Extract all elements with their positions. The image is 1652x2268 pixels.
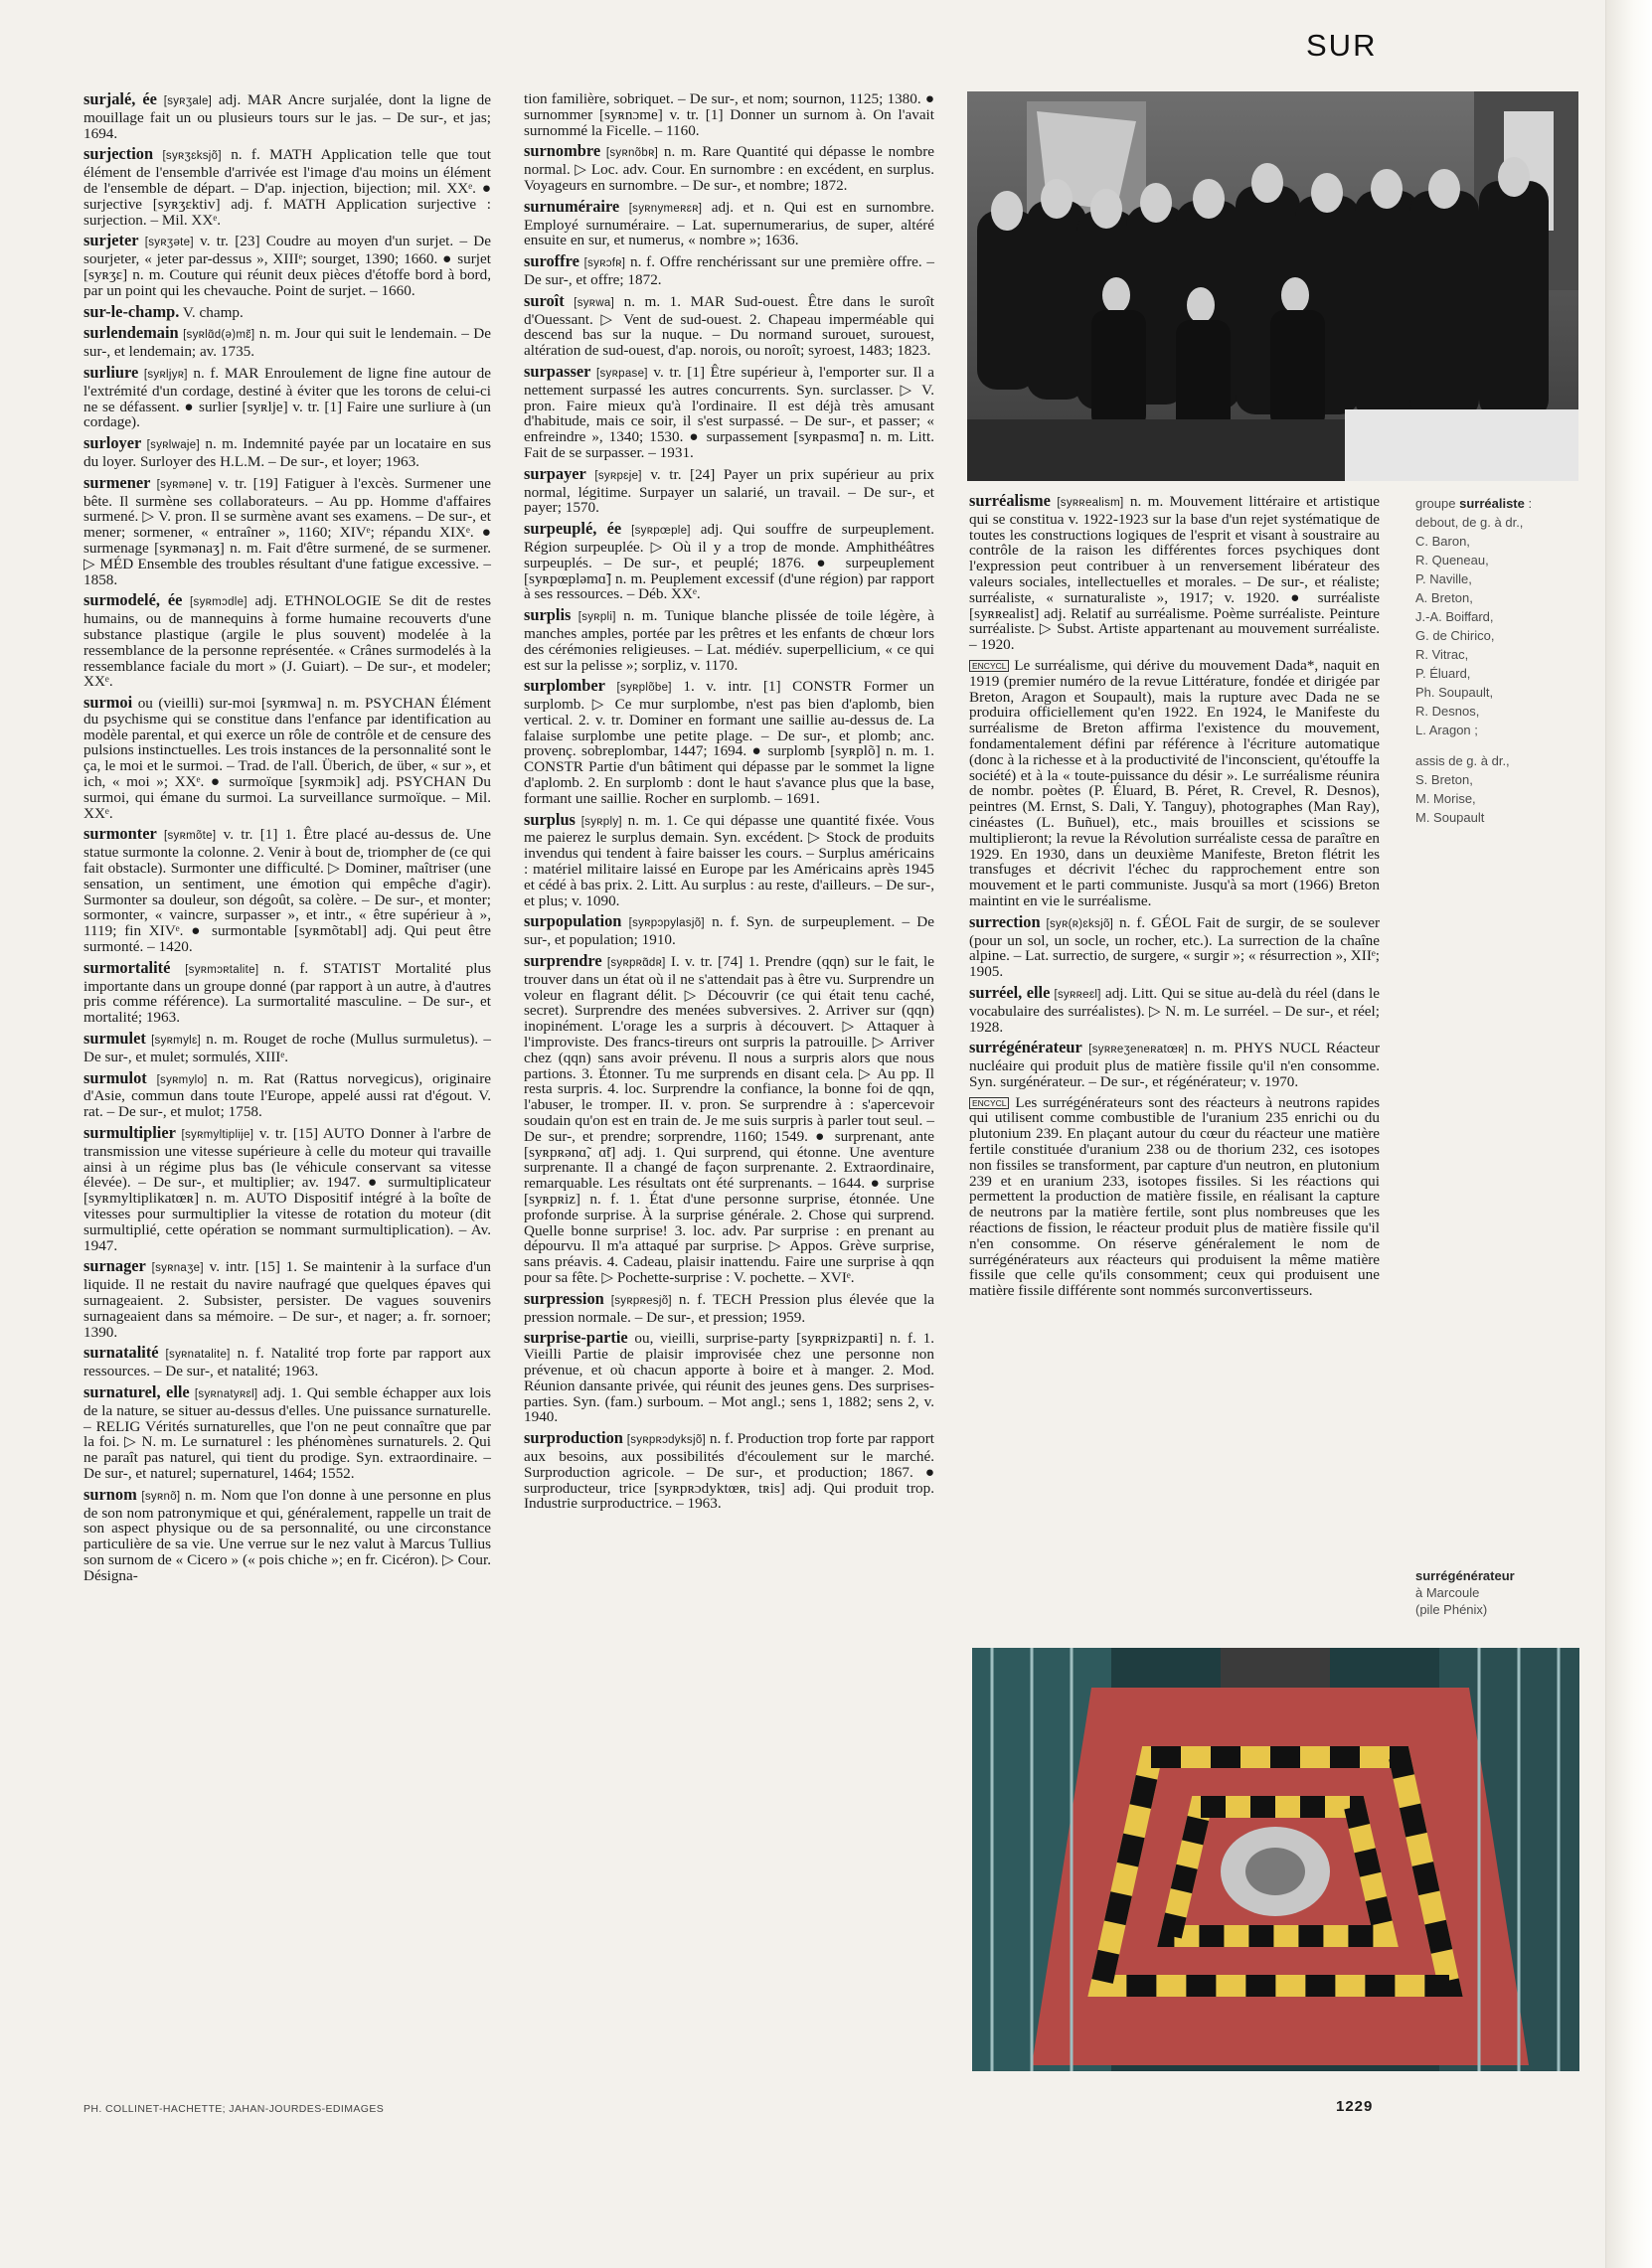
entry-phonetic: [syʀmylo] <box>156 1073 208 1086</box>
entry-phonetic: [syʀmɔʀtalite] <box>185 963 259 976</box>
entry-definition: n. m. Tunique blanche plissée de toile légère, à manches amples, portée par les prêtres et les enfants de chœur lors des cérémonies religieuses. – Lat. médiév. superpellicium, « ce qui est sur la pelisse »; sorpliz, v. 1170. <box>524 607 934 674</box>
entry-headword: surnatalité <box>83 1343 159 1363</box>
column-2 <box>524 91 934 1517</box>
entry-headword: surmener <box>83 472 151 492</box>
entry-headword: surlendemain <box>83 323 179 343</box>
entry-definition: v. tr. [1] Être supérieur à, l'emporter sur. Il a nettement surpassé les autres concurrents. Syn. surclasser. ▷ V. pron. Faire mieux qu'à l'ordinaire. Il est déjà très amusant d'habitude, mais ce soir, il s'est surpassé. – De sur-, et passer; « enfreindre », 1340; 1530. ● surpassement [syʀpasmɑ̃] n. m. Litt. Fait de se surpasser. – 1931. <box>524 363 934 461</box>
entry-definition: Le surréalisme, qui dérive du mouvement Dada*, naquit en 1919 (premier numéro de la revue Littérature, fondée et dirigée par Breton, Aragon et Soupault), mais la rupture avec Dada ne se produira officiellement qu'en 1922. En 1924, le Manifeste du surréalisme de Breton affirma l'existence du mouvement, fondamentalement défini par référence à l'écriture automatique (donc à la richesse et à la productivité de l'inconscient, qu'étouffe la société) et à la « toute-puissance du désir ». Le surréalisme réunira de nombr. poètes (P. Éluard, B. Péret, R. Crevel, R. Desnos), peintres (M. Ernst, S. Dali, Y. Tanguy), photographes (Man Ray), cinéastes (L. Buñuel), etc., mais brouilles et scissions se multiplieront; la revue la Révolution surréaliste cessa de paraître en 1929. En 1930, dans un deuxième Manifeste, Breton flétrit les transfuges et décrivit l'échec du rapprochement entre son mouvement et le parti communiste. Jusqu'à sa mort (1966) Breton maintint en vie le surréalisme. <box>969 656 1381 909</box>
entry-headword: surnuméraire <box>524 196 620 216</box>
entry-headword: surprise-partie <box>524 1328 628 1348</box>
dictionary-entry <box>83 957 491 1027</box>
dictionary-entry <box>524 253 934 288</box>
dictionary-entry <box>83 435 491 470</box>
entry-definition: n. f. Production trop forte par rapport aux besoins, aux possibilités d'écoulement sur le marché. Surproduction agricole. – De sur-, et production; 1867. ● surproducteur, trice [syʀpʀɔdyktœʀ, tʀis] adj. Qui produit trop. Industrie surproductrice. – 1963. <box>524 1430 935 1513</box>
dictionary-entry <box>524 678 934 806</box>
dictionary-entry <box>524 1330 934 1425</box>
entry-phonetic: [syʀ(ʀ)ɛksjõ] <box>1046 917 1114 930</box>
caption-name: G. de Chirico, <box>1415 628 1495 643</box>
dictionary-entry <box>524 1288 934 1326</box>
entry-phonetic: [syʀpɔpylasjõ] <box>628 917 705 930</box>
entry-headword: suroffre <box>524 251 579 271</box>
entry-definition: v. tr. [19] Fatiguer à l'excès. Surmener une bête. Il surmène ses collaborateurs. – Au pp. Homme d'affaires surmené. ▷ V. pron. Il se surmène avant ses examens. – De sur-, et mener; sormener, « entraîner », 1160; XIVᵉ; répandu XIXᵉ. ● surmenage [syʀmənaʒ] n. m. Fait d'être surmené, de se surmener. ▷ MÉD Ensemble des troubles résultant d'une fatigue excessive. – 1858. <box>83 474 492 588</box>
caption-title: surrégénérateur <box>1415 1568 1515 1583</box>
entry-phonetic: [syʀnaʒe] <box>151 1262 204 1275</box>
entry-phonetic: [syʀplõbe] <box>616 682 672 695</box>
dictionary-entry <box>524 953 934 1286</box>
entry-phonetic: [syʀpase] <box>596 367 648 380</box>
entry-headword: surplis <box>524 605 572 625</box>
entry-phonetic: [syʀnymeʀɛʀ] <box>628 202 703 215</box>
entry-phonetic: [syʀlɑ̃d(ə)mɛ̃] <box>183 329 255 342</box>
photo-credit: PH. COLLINET-HACHETTE; JAHAN-JOURDES-EDIMAGES <box>83 2103 385 2115</box>
caption-name: L. Aragon ; <box>1415 723 1478 737</box>
surrealist-group-photo <box>967 91 1578 481</box>
column-1 <box>83 91 491 1589</box>
entry-definition: n. f. MAR Enroulement de ligne fine autour de l'extrémité d'un cordage, destiné à éviter que les torons de celui-ci ne se défassent. ● surlier [syʀlje] v. tr. [1] Faire une surliure à (un cordage). <box>83 364 491 431</box>
entry-headword: surplus <box>524 809 576 829</box>
entry-headword: surplomber <box>524 676 605 696</box>
entry-definition: v. intr. [15] 1. Se maintenir à la surface d'un liquide. Il ne restait du navire naufragé que quelques épaves qui surnageaient. 2. Subsister, persister. De vagues souvenirs surnageaient dans sa mémoire. – De sur-, et nager; a. fr. sornoer; 1390. <box>83 1258 492 1341</box>
entry-headword: surnaturel, elle <box>83 1381 190 1401</box>
photo-caption-reactor <box>1415 1567 1550 1618</box>
entry-phonetic: [syʀnatyʀɛl] <box>194 1387 258 1400</box>
entry-headword: surjalé, ée <box>83 89 157 108</box>
dictionary-entry <box>83 592 491 690</box>
dictionary-entry <box>524 1430 934 1512</box>
dictionary-entry <box>524 809 935 909</box>
caption-name: R. Vitrac, <box>1415 647 1469 662</box>
entry-headword: surmulet <box>83 1029 146 1049</box>
entry-definition: v. tr. [1] 1. Être placé au-dessus de. Une statue surmonte la colonne. 2. Venir à bout de, triompher de (ce qui fait obstacle). Surmonter une difficulté. ▷ Dominer, maîtriser (une sensation, un sentiment, une émotion qui empêche d'agir). Surmonter sa douleur, son dégoût, sa colère. – De sur-, et monter; sormonter, « vaincre, surpasser », et intr., « être supérieur à », 1119; fin XIVᵉ. ● surmontable [syʀmõtabl] adj. Qui peut être surmonté. – 1420. <box>83 826 492 956</box>
caption-name: P. Éluard, <box>1415 666 1471 681</box>
encyclopedia-marker: ENCYCL <box>969 1097 1009 1109</box>
entry-definition: v. tr. [23] Coudre au moyen d'un surjet. – De sourjeter, « jeter par-dessus », XIIIᵉ; sourget, 1390; 1660. ● surjet [syʀʒɛ] n. m. Couture qui réunit deux pièces d'étoffe bord à bord, par un point qui les chevauche. Point de surjet. – 1660. <box>83 233 491 299</box>
entry-phonetic: [syʀʀealism] <box>1057 497 1124 509</box>
entry-definition: Les surrégénérateurs sont des réacteurs à neutrons rapides qui utilisent comme combustible de l'uranium 235 enrichi ou du plutonium 239. En plaçant autour du cœur du réacteur une matière fertile constituée d'uranium 238 ou de thorium 232, ces isotopes non fissiles se transforment, par capture d'un neutron, en plutonium 239 et en uranium 233, isotopes fissiles. Si les réactions qui permettent la production de matière fissile, en réalisant la capture de neutrons par la matière fertile, sont plus nombreuses que les réactions de fission, le réacteur produit plus de matière fissile qu'il n'en consomme. On réserve généralement le nom de surrégénérateurs aux réacteurs qui produisent la même matière fissile que celle qu'ils consomment; ceux qui produisent une matière fissile différente sont nommés surconvertisseurs. <box>969 1093 1381 1300</box>
entry-phonetic: [syʀɔfʀ] <box>583 257 626 270</box>
dictionary-entry <box>83 472 492 588</box>
dictionary-entry <box>83 91 491 141</box>
entry-phonetic: [syʀʒəte] <box>144 237 194 249</box>
dictionary-entry <box>969 982 1380 1036</box>
dictionary-entry <box>83 1484 492 1584</box>
entry-phonetic: [syʀnõbʀ] <box>605 147 659 160</box>
dictionary-entry <box>524 143 934 193</box>
entry-phonetic: [syʀʀeɛl] <box>1054 988 1101 1001</box>
dictionary-entry <box>83 1258 491 1340</box>
entry-phonetic: [syʀnõ] <box>141 1490 181 1503</box>
entry-phonetic: [syʀmɔdle] <box>190 596 248 609</box>
entry-phonetic: [syʀply] <box>580 815 622 828</box>
entry-definition: adj. 1. Qui semble échapper aux lois de la nature, se situer au-dessus d'elles. Une puissance surnaturelle. – RELIG Vérités surnaturelles, que l'on ne peut connaître que par la foi. ▷ N. m. Le surnaturel : les phénomènes surnaturels. 2. Qui ne paraît pas naturel, qui tient du prodige. Syn. extraordinaire. – De sur-, et naturel; supernaturel, 1464; 1552. <box>83 1383 492 1482</box>
running-head: SUR <box>1306 28 1378 63</box>
caption-name: S. Breton, <box>1415 772 1473 787</box>
entry-headword: suroît <box>524 290 565 310</box>
caption-name: M. Morise, <box>1415 791 1476 806</box>
entry-headword: surnager <box>83 1256 146 1276</box>
entry-headword: surnom <box>83 1484 137 1504</box>
entry-headword: surprendre <box>524 951 602 971</box>
entry-definition: n. m. Nom que l'on donne à une personne en plus de son nom patronymique et qui, généralement, rappelle un trait de son aspect physique ou de sa personnalité, ou une circonstance particulière de sa vie. Une verrue sur le nez valut à Marcus Tullius son surnom de « Cicero » (« pois chiche »; en fr. Cicéron). ▷ Cour. Désigna- <box>83 1486 492 1584</box>
entry-phonetic: [syʀljyʀ] <box>143 368 188 381</box>
dictionary-entry <box>969 911 1381 981</box>
entry-phonetic: [syʀʒɛksjõ] <box>162 150 222 163</box>
dictionary-entry <box>524 521 934 602</box>
caption-name: A. Breton, <box>1415 590 1473 605</box>
caption-name: R. Desnos, <box>1415 704 1480 719</box>
reactor-photo <box>972 1648 1579 2071</box>
entry-phonetic: [syʀmõte] <box>163 830 217 843</box>
encyclopedia-marker: ENCYCL <box>969 660 1009 672</box>
dictionary-entry <box>83 1125 491 1253</box>
photo-caption-group <box>1415 494 1550 827</box>
caption-name: M. Soupault <box>1415 810 1485 825</box>
dictionary-entry <box>524 607 934 673</box>
entry-definition: v. tr. [24] Payer un prix supérieur au prix normal, légitime. Surpayer un salarié, un travail. – De sur-, et payer; 1570. <box>524 465 935 517</box>
entry-definition: ou (vieilli) sur-moi [syʀmwa] n. m. PSYCHAN Élément du psychisme qui se constitue dans l'enfance par identification au modèle parental, et qui exerce un rôle de contrôle et de censure des pulsions instinctuelles. Les trois instances de la personnalité sont le ça, le moi et le surmoi. – Trad. de l'all. Überich, de über, « sur », et ich, « moi »; XXᵉ. ● surmoïque [syʀmɔik] adj. PSYCHAN Du surmoi, qui émane du surmoi. La surveillance surmoïque. – Mil. XXᵉ. <box>83 695 491 822</box>
entry-definition: n. f. GÉOL Fait de surgir, de se soulever (pour un sol, un socle, un rocher, etc.). La surrection de la chaîne alpine. – Lat. surrectio, de surgere, « surgir »; « résurrection », XIIᵉ; 1905. <box>969 913 1381 981</box>
entry-definition: n. m. PHYS NUCL Réacteur nucléaire qui produit plus de matière fissile qu'il n'en consomme. Syn. surgénérateur. – De sur-, et régénérateur; v. 1970. <box>969 1040 1381 1090</box>
entry-definition: n. f. MATH Application telle que tout élément de l'ensemble d'arrivée est l'image d'au moins un élément de l'ensemble de départ. – D'ap. injection, bijection; mil. XXᵉ. ● surjective [syʀʒɛktiv] adj. f. MATH Application surjective : surjection. – Mil. XXᵉ. <box>83 146 491 229</box>
entry-definition: 1. v. intr. [1] CONSTR Former un surplomb. ▷ Ce mur surplombe, n'est pas bien d'aplomb, bien vertical. 2. v. tr. Dominer en formant une saillie au-dessus de. La falaise surplombe une petite plage. – De sur-, et plomb; anc. provenç. sobreplombar, 1447; 1694. ● surplomb [syʀplõ] n. m. 1. CONSTR Partie d'un bâtiment qui dépasse par le sommet la ligne d'aplomb. 2. En surplomb : dont le haut s'avance plus que la base, formant une saillie. Rocher en surplomb. – 1691. <box>524 678 935 807</box>
dictionary-entry <box>83 826 491 954</box>
entry-headword: surmortalité <box>83 957 171 977</box>
caption-title: groupe surréaliste : <box>1415 496 1533 511</box>
entry-definition: n. m. Rat (Rattus norvegicus), originaire d'Asie, commun dans toute l'Europe, appelé aussi rat d'égout. V. rat. – De sur-, et mulot; 1758. <box>83 1069 492 1121</box>
dictionary-entry <box>524 463 935 517</box>
entry-definition: tion familière, sobriquet. – De sur-, et nom; sournon, 1125; 1380. ● surnommer [syʀnɔme] v. tr. [1] Donner un surnom à. On l'avait surnommé la Ficelle. – 1160. <box>524 90 934 139</box>
dictionary-entry <box>524 913 934 948</box>
caption-line: (pile Phénix) <box>1415 1602 1488 1617</box>
entry-definition: adj. et n. Qui est en surnombre. Employé surnuméraire. – Lat. supernumerarius, de super, altéré ensuite en sur, et numerus, « nombre »; 1636. <box>524 198 934 249</box>
caption-name: J.-A. Boiffard, <box>1415 609 1494 624</box>
dictionary-entry <box>83 362 491 431</box>
entry-definition: n. f. Natalité trop forte par rapport aux ressources. – De sur-, et natalité; 1963. <box>83 1345 491 1380</box>
dictionary-entry <box>83 1067 492 1121</box>
entry-definition: v. tr. [15] AUTO Donner à l'arbre de transmission une vitesse supérieure à celle du moteur qui travaille ainsi à un régime plus bas (le véhicule conservant sa vitesse élevée). – De sur-, et multiplier; av. 1947. ● surmultiplicateur [syʀmyltiplikatœʀ] n. m. AUTO Dispositif intégré à la boîte de vitesses pour surmultiplier la vitesse de rotation du moteur (dit surmultiplié, cette opération se nommant surmultiplication). – Av. 1947. <box>83 1125 492 1254</box>
entry-headword: surrégénérateur <box>969 1038 1082 1057</box>
page-number: 1229 <box>1336 2098 1374 2115</box>
entry-headword: surmonter <box>83 824 157 844</box>
entry-definition: adj. ETHNOLOGIE Se dit de restes humains, ou de mannequins à forme humaine recouverts d'une substance plastique (argile le plus souvent) modelée à la ressemblance de la personne représentée. « Crânes surmodelés à la ressemblance faciale du mort » (J. Guiart). – De sur-, et modeler; XXᵉ. <box>83 592 492 691</box>
entry-definition: adj. Litt. Qui se situe au-delà du réel (dans le vocabulaire des surréalistes). ▷ N. m. Le surréel. – De sur-, et réel; 1928. <box>969 984 1380 1036</box>
dictionary-entry <box>83 695 491 821</box>
entry-headword: surpeuplé, ée <box>524 519 622 539</box>
entry-definition: adj. Qui souffre de surpeuplement. Région surpeuplée. ▷ Où il y a trop de monde. Amphithéâtres surpeuplés. – De sur-, et peuplé; 1876. ● surpeuplement [syʀpœpləmɑ̃] n. m. Peuplement excessif (d'une région) par rapport à ses ressources. – Déb. XXᵉ. <box>524 521 935 603</box>
entry-phonetic: [syʀmyltiplije] <box>181 1129 254 1142</box>
entry-phonetic: [syʀmylɛ] <box>151 1035 202 1048</box>
dictionary-entry <box>83 1381 492 1482</box>
entry-headword: surpayer <box>524 463 586 483</box>
entry-phonetic: [syʀpœple] <box>631 525 691 538</box>
dictionary-entry <box>969 1040 1380 1089</box>
dictionary-entry <box>83 325 491 360</box>
entry-definition: n. m. Rouget de roche (Mullus surmuletus). – De sur-, et mulet; sormulés, XIIIᵉ. <box>83 1031 492 1065</box>
page-edge <box>1605 0 1652 2268</box>
dictionary-entry <box>524 196 934 249</box>
caption-line: à Marcoule <box>1415 1585 1480 1600</box>
entry-definition: n. f. TECH Pression plus élevée que la pression normale. – De sur-, et pression; 1959. <box>524 1290 934 1326</box>
dictionary-entry <box>524 290 934 360</box>
entry-definition: I. v. tr. [74] 1. Prendre (qqn) sur le fait, le trouver dans un état où il ne s'attendait pas à être vu. Surprendre un voleur en flagrant délit. ▷ Découvrir (ce qui était tenu caché, secret). Surprendre des menées subversives. 2. Arriver sur (qqn) inopinément. L'orage les a surpris à découvert. ▷ Attaquer à l'improviste. Des francs-tireurs ont surpris la patrouille. ▷ Arriver chez (qqn) sans avoir prévenu. Il nous a surpris alors que nous partions. 3. Étonner. Tu me surprends en disant cela. ▷ Au pp. Il resta surpris. 4. loc. Surprendre la confiance, la bonne foi de qqn, l'abuser, le tromper. II. v. pron. Se surprendre à : s'apercevoir soudain qu'on est en train de. Je me suis surpris à parler tout seul. – De sur-, et prendre; sorprendre, 1160; 1549. ● surprenant, ante [syʀpʀənɑ̃, ɑ̃t] adj. 1. Qui surprend, qui étonne. Une aventure surprenante. Il a changé de façon surprenante. 2. Extraordinaire, remarquable. Les résultats ont été surprenants. – 1644. ● surprise [syʀpʀiz] n. f. 1. État d'une personne surprise, étonnée. Une profonde surprise. À la surprise générale. 2. Chose qui surprend. Quelle bonne surprise! 3. loc. adv. Par surprise : en prenant au dépourvu. Il m'a attaqué par surprise. ▷ Appos. Grève surprise, sans préavis. 4. Cadeau, plaisir inattendu. Faire une surprise à qqn pour sa fête. ▷ Pochette-surprise : V. pochette. – XVIᵉ. <box>524 953 934 1286</box>
entry-headword: surmoi <box>83 693 133 713</box>
entry-phonetic: [syʀpɛje] <box>594 469 642 482</box>
entry-definition: n. f. STATIST Mortalité plus importante dans un groupe donné (par rapport à un autre, à d'autres pris comme référence). La surmortalité masculine. – De sur-, et mortalité; 1963. <box>83 959 491 1027</box>
caption-seated-label: assis de g. à dr., <box>1415 753 1510 768</box>
entry-headword: surréalisme <box>969 491 1051 510</box>
entry-phonetic: [syʀnatalite] <box>165 1349 231 1362</box>
seated-list <box>1415 770 1550 827</box>
dictionary-entry <box>969 658 1380 909</box>
entry-definition: n. m. Rare Quantité qui dépasse le nombre normal. ▷ Loc. adv. Cour. En surnombre : en excédent, en surplus. Voyageurs en surnombre. – De sur-, et nombre; 1872. <box>524 143 935 194</box>
entry-phonetic: [syʀməne] <box>156 478 213 491</box>
entry-definition: n. m. 1. MAR Sud-ouest. Être dans le suroît d'Ouessant. ▷ Vent de sud-ouest. 2. Chapeau imperméable qui descend bas sur la nuque. – Du normand surouet, surouest, altération de sud-ouest, d'ap. norois, ou noroît; syroest, 1483; 1823. <box>524 292 934 360</box>
entry-headword: sur-le-champ. <box>83 301 180 321</box>
caption-name: Ph. Soupault, <box>1415 685 1494 700</box>
entry-headword: surréel, elle <box>969 982 1051 1002</box>
dictionary-entry <box>969 493 1380 653</box>
entry-headword: surrection <box>969 911 1041 931</box>
dictionary-entry <box>83 1031 491 1065</box>
entry-definition: n. m. Jour qui suit le lendemain. – De sur-, et lendemain; av. 1735. <box>83 325 492 361</box>
entry-headword: surloyer <box>83 433 142 453</box>
entry-phonetic: [syʀlwaje] <box>146 439 200 452</box>
dictionary-entry <box>83 301 491 321</box>
entry-headword: surpression <box>524 1288 604 1308</box>
entry-phonetic: [syʀpli] <box>578 611 616 624</box>
entry-definition: n. f. Syn. de surpeuplement. – De sur-, et population; 1910. <box>524 913 935 949</box>
entry-headword: surjection <box>83 144 154 164</box>
dictionary-entry <box>83 1345 491 1379</box>
dictionary-entry <box>524 361 934 461</box>
entry-headword: surmultiplier <box>83 1123 176 1143</box>
entry-headword: surmodelé, ée <box>83 590 183 610</box>
entry-headword: surjeter <box>83 231 139 250</box>
dictionary-entry <box>524 91 934 138</box>
dictionary-entry <box>969 1095 1380 1299</box>
entry-headword: surpopulation <box>524 911 622 931</box>
entry-phonetic: [syʀpʀɔdyksjõ] <box>626 1434 707 1447</box>
caption-name: P. Naville, <box>1415 571 1472 586</box>
entry-phonetic: [syʀʒale] <box>163 95 213 107</box>
entry-phonetic: [syʀpʀɑ̃dʀ] <box>606 957 666 970</box>
entry-definition: n. m. 1. Ce qui dépasse une quantité fixée. Vous me paierez le surplus demain. Syn. excédent. ▷ Stock de produits invendus qui tendent à faire baisser les cours. – Surplus américains : matériel militaire laissé en Europe par les Américains après 1945 et cédé à bas prix. 2. Litt. Au surplus : au reste, d'ailleurs. – De sur-, et plus; v. 1090. <box>524 811 935 909</box>
entry-definition: ou, vieilli, surprise-party [syʀpʀizpaʀti] n. f. 1. Vieilli Partie de plaisir improvisée chez une personne non prévenue, et où chacun apporte à boire et à manger. 2. Mod. Réunion dansante privée, qui réunit des jeunes gens. Des surprises-parties. Syn. (fam.) surboum. – Mot angl.; sens 1, 1882; sens 2, v. 1940. <box>524 1330 934 1426</box>
entry-definition: n. m. Mouvement littéraire et artistique qui se constitua v. 1922-1923 sur la base d'un rejet systématique de toutes les constructions logiques de l'esprit et visant à soustraire au contrôle de la raison les différentes forces psychiques dont l'expression peut contribuer à un renversement libérateur des valeurs sociales, intellectuelles et morales. – De sur-, et réaliste; surréaliste, « surnaturaliste », 1917; v. 1920. ● surréaliste [syʀʀealist] adj. Relatif au surréalisme. Poème surréaliste. Peinture surréaliste. ▷ Subst. Artiste appartenant au mouvement surréaliste. – 1920. <box>969 493 1381 654</box>
dictionary-entry <box>83 146 491 228</box>
entry-phonetic: [syʀwa] <box>574 296 615 309</box>
entry-headword: surpasser <box>524 361 591 381</box>
entry-definition: n. m. Indemnité payée par un locataire en sus du loyer. Surloyer des H.L.M. – De sur-, et loyer; 1963. <box>83 435 492 470</box>
caption-standing-label: debout, de g. à dr., <box>1415 515 1524 530</box>
standing-list <box>1415 532 1550 739</box>
entry-headword: surliure <box>83 362 139 382</box>
entry-headword: surmulot <box>83 1067 147 1087</box>
dictionary-entry <box>83 233 491 298</box>
entry-definition: adj. MAR Ancre surjalée, dont la ligne de mouillage fait un ou plusieurs tours sur le jas. – De sur-, et jas; 1694. <box>83 91 492 142</box>
entry-headword: surproduction <box>524 1428 623 1448</box>
entry-headword: surnombre <box>524 141 601 161</box>
entry-definition: V. champ. <box>182 303 244 321</box>
entry-definition: n. f. Offre renchérissant sur une première offre. – De sur-, et offre; 1872. <box>524 253 935 288</box>
column-3 <box>969 493 1380 1304</box>
entry-phonetic: [syʀʀeʒeneʀatœʀ] <box>1088 1044 1189 1056</box>
caption-name: C. Baron, <box>1415 534 1470 549</box>
caption-name: R. Queneau, <box>1415 553 1489 567</box>
entry-phonetic: [syʀpʀesjõ] <box>610 1294 672 1307</box>
